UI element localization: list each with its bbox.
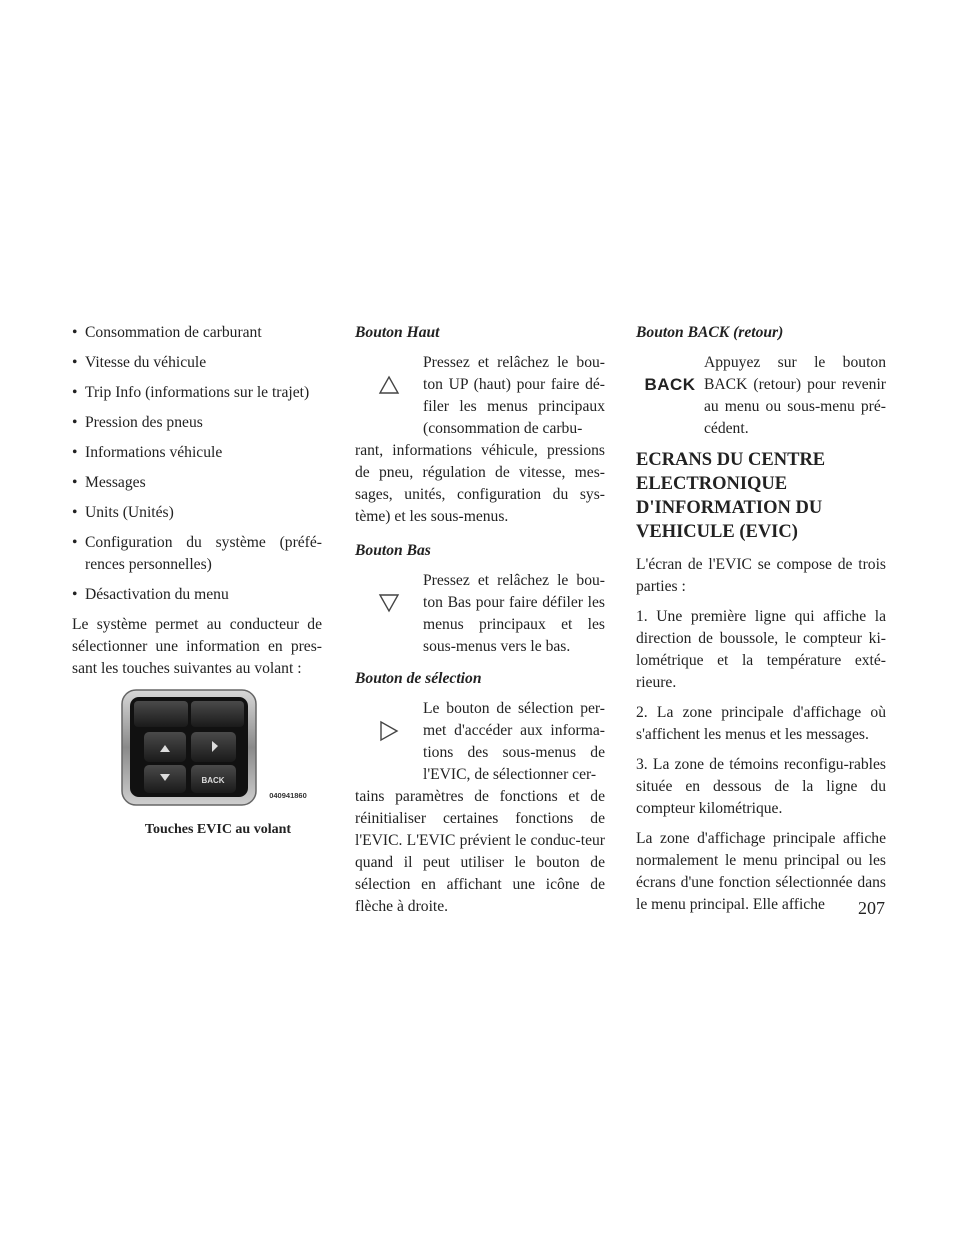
down-button-text: Pressez et relâchez le bou-ton Bas pour faire défiler les menus principaux et les sous-menus vers le bas. — [423, 572, 605, 655]
list-item: • Consommation de carburant — [72, 322, 322, 344]
select-button-text: Le bouton de sélection per-met d'accéder aux informa-tions des sous-menus de l'EVIC, de sélectionner cer- — [423, 700, 605, 783]
list-item: • Vitesse du véhicule — [72, 352, 322, 374]
left-column — [72, 322, 322, 841]
list-item: • Pression des pneus — [72, 412, 322, 434]
steering-wheel-buttons-image — [120, 688, 320, 808]
paragraph: La zone d'affichage principale affiche normalement le menu principal ou les écrans d'une fonction sélectionnée dans le menu principal. Elle affiche — [636, 830, 886, 913]
list-item: • Configuration du système (préfé-rences personnelles) — [72, 532, 322, 576]
paragraph: L'écran de l'EVIC se compose de trois parties : — [636, 556, 886, 595]
figure-code: 040941860 — [269, 791, 307, 800]
list-item: • Informations véhicule — [72, 442, 322, 464]
paragraph: 1. Une première ligne qui affiche la direction de boussole, le compteur ki-lométrique et la température exté-rieure. — [636, 608, 886, 691]
select-button-block — [355, 698, 605, 786]
intro-paragraph: Le système permet au conducteur de sélectionner une information en pres-sant les touches suivantes au volant : — [72, 616, 322, 677]
section-title: ECRANS DU CENTRE ELECTRONIQUE D'INFORMATION DU VEHICULE (EVIC) — [636, 450, 826, 542]
figure-caption: Touches EVIC au volant — [144, 822, 292, 837]
up-button-text-continued: rant, informations véhicule, pressions de pneu, régulation de vitesse, mes-sages, unités, configuration du sys-tème) et les sous-menus. — [355, 442, 605, 525]
middle-column — [355, 322, 605, 930]
up-button-block — [355, 352, 605, 440]
select-button-text-continued: tains paramètres de fonctions et de réinitialiser certaines fonctions de l'EVIC. L'EVIC prévient le conduc-teur quand il peut utiliser le bouton de sélection en affichant une icône de flèche à droite. — [355, 788, 605, 915]
down-button-block — [355, 570, 605, 658]
up-button-text: Pressez et relâchez le bou-ton UP (haut) pour faire dé-filer les menus principaux (consommation de carbu- — [423, 354, 605, 437]
back-icon-label: BACK — [644, 375, 696, 394]
paragraph: 3. La zone de témoins reconfigu-rables située en dessous de la ligne du compteur kilométrique. — [636, 756, 886, 817]
figure-back-label: BACK — [201, 776, 225, 785]
back-button-heading: Bouton BACK (retour) — [636, 324, 784, 341]
list-item: • Units (Unités) — [72, 502, 322, 524]
back-icon — [636, 352, 704, 418]
list-item: • Trip Info (informations sur le trajet) — [72, 382, 322, 404]
down-button-heading: Bouton Bas — [355, 542, 431, 559]
down-triangle-icon — [355, 570, 423, 636]
select-button-heading: Bouton de sélection — [355, 670, 482, 687]
steering-wheel-buttons-figure — [120, 688, 322, 841]
list-item: • Messages — [72, 472, 322, 494]
back-button-block — [636, 352, 886, 440]
list-item: • Désactivation du menu — [72, 584, 322, 606]
right-triangle-icon — [355, 698, 423, 764]
up-triangle-icon — [355, 352, 423, 418]
up-button-heading: Bouton Haut — [355, 324, 440, 341]
right-column — [636, 322, 886, 924]
evic-menu-list — [72, 322, 322, 606]
back-button-text: Appuyez sur le bouton BACK (retour) pour revenir au menu ou sous-menu pré-cédent. — [704, 354, 886, 437]
page-number: 207 — [858, 898, 885, 918]
paragraph: 2. La zone principale d'affichage où s'affichent les menus et les messages. — [636, 704, 886, 743]
